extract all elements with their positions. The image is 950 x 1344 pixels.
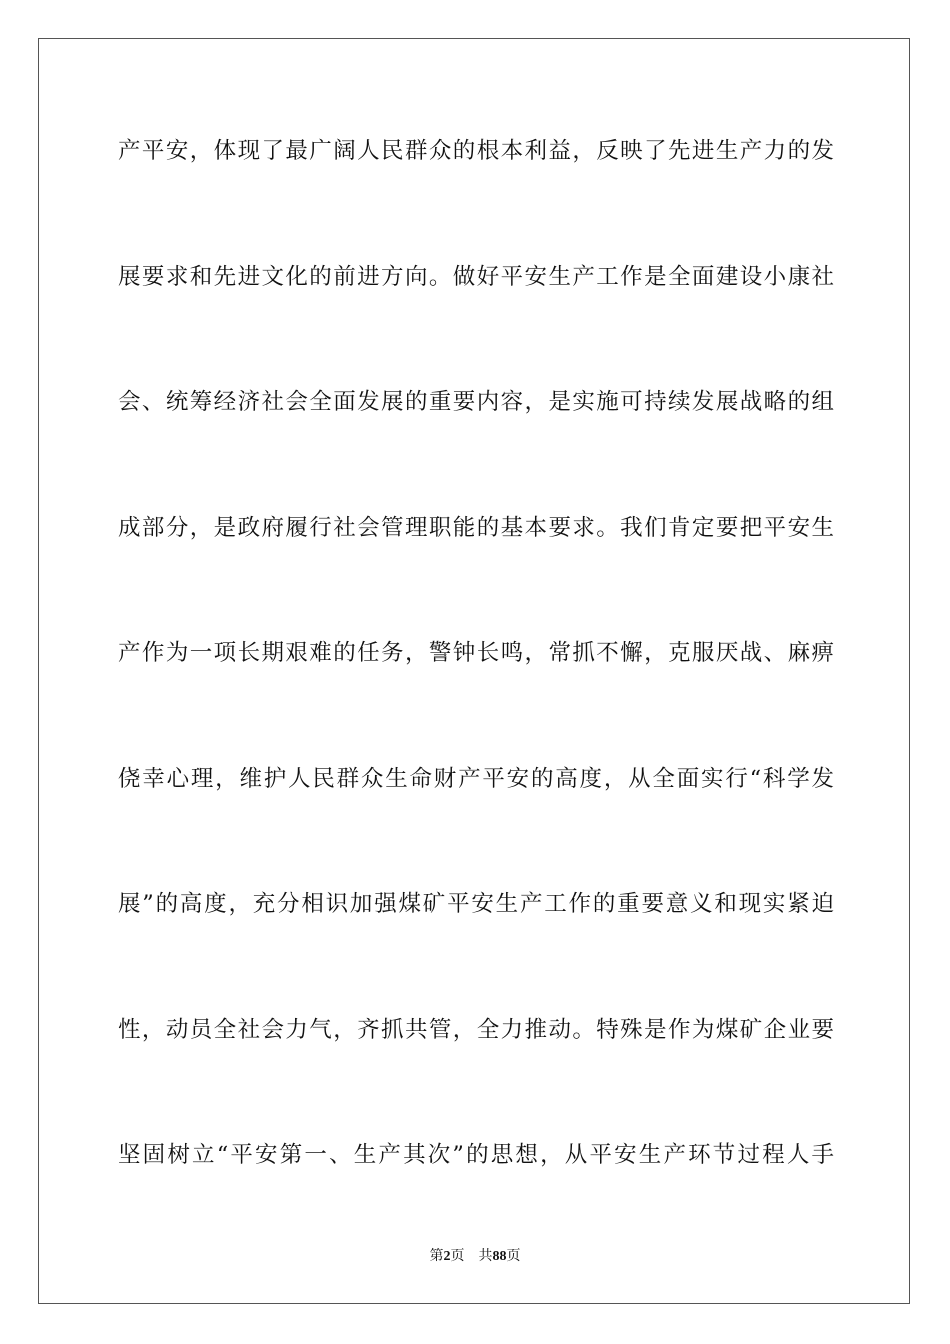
text-line: 侥幸心理，维护人民群众生命财产平安的高度，从全面实行“科学发 bbox=[118, 765, 834, 792]
text-line: 坚固树立“平安第一、生产其次”的思想，从平安生产环节过程人手 bbox=[118, 1142, 834, 1168]
footer-page-suffix: 页 bbox=[450, 1248, 465, 1264]
current-page-number: 2 bbox=[443, 1249, 451, 1264]
page-footer bbox=[0, 1246, 950, 1267]
footer-total-suffix: 页 bbox=[506, 1248, 521, 1264]
text-line: 产平安，体现了最广阔人民群众的根本利益，反映了先进生产力的发 bbox=[118, 138, 834, 164]
text-line: 展要求和先进文化的前进方向。做好平安生产工作是全面建设小康社 bbox=[118, 263, 834, 290]
text-line: 成部分，是政府履行社会管理职能的基本要求。我们肯定要把平安生 bbox=[118, 514, 834, 541]
text-line: 产作为一项长期艰难的任务，警钟长鸣，常抓不懈，克服厌战、麻痹 bbox=[118, 640, 834, 666]
footer-total-prefix: 共 bbox=[478, 1248, 493, 1264]
text-line: 展”的高度，充分相识加强煤矿平安生产工作的重要意义和现实紧迫 bbox=[118, 891, 834, 917]
document-body bbox=[118, 126, 834, 1256]
text-line: 性，动员全社会力气，齐抓共管，全力推动。特殊是作为煤矿企业要 bbox=[118, 1016, 834, 1043]
footer-prefix: 第 bbox=[429, 1248, 444, 1264]
total-page-count: 88 bbox=[492, 1249, 507, 1264]
text-line: 会、统筹经济社会全面发展的重要内容，是实施可持续发展战略的组 bbox=[118, 389, 834, 415]
